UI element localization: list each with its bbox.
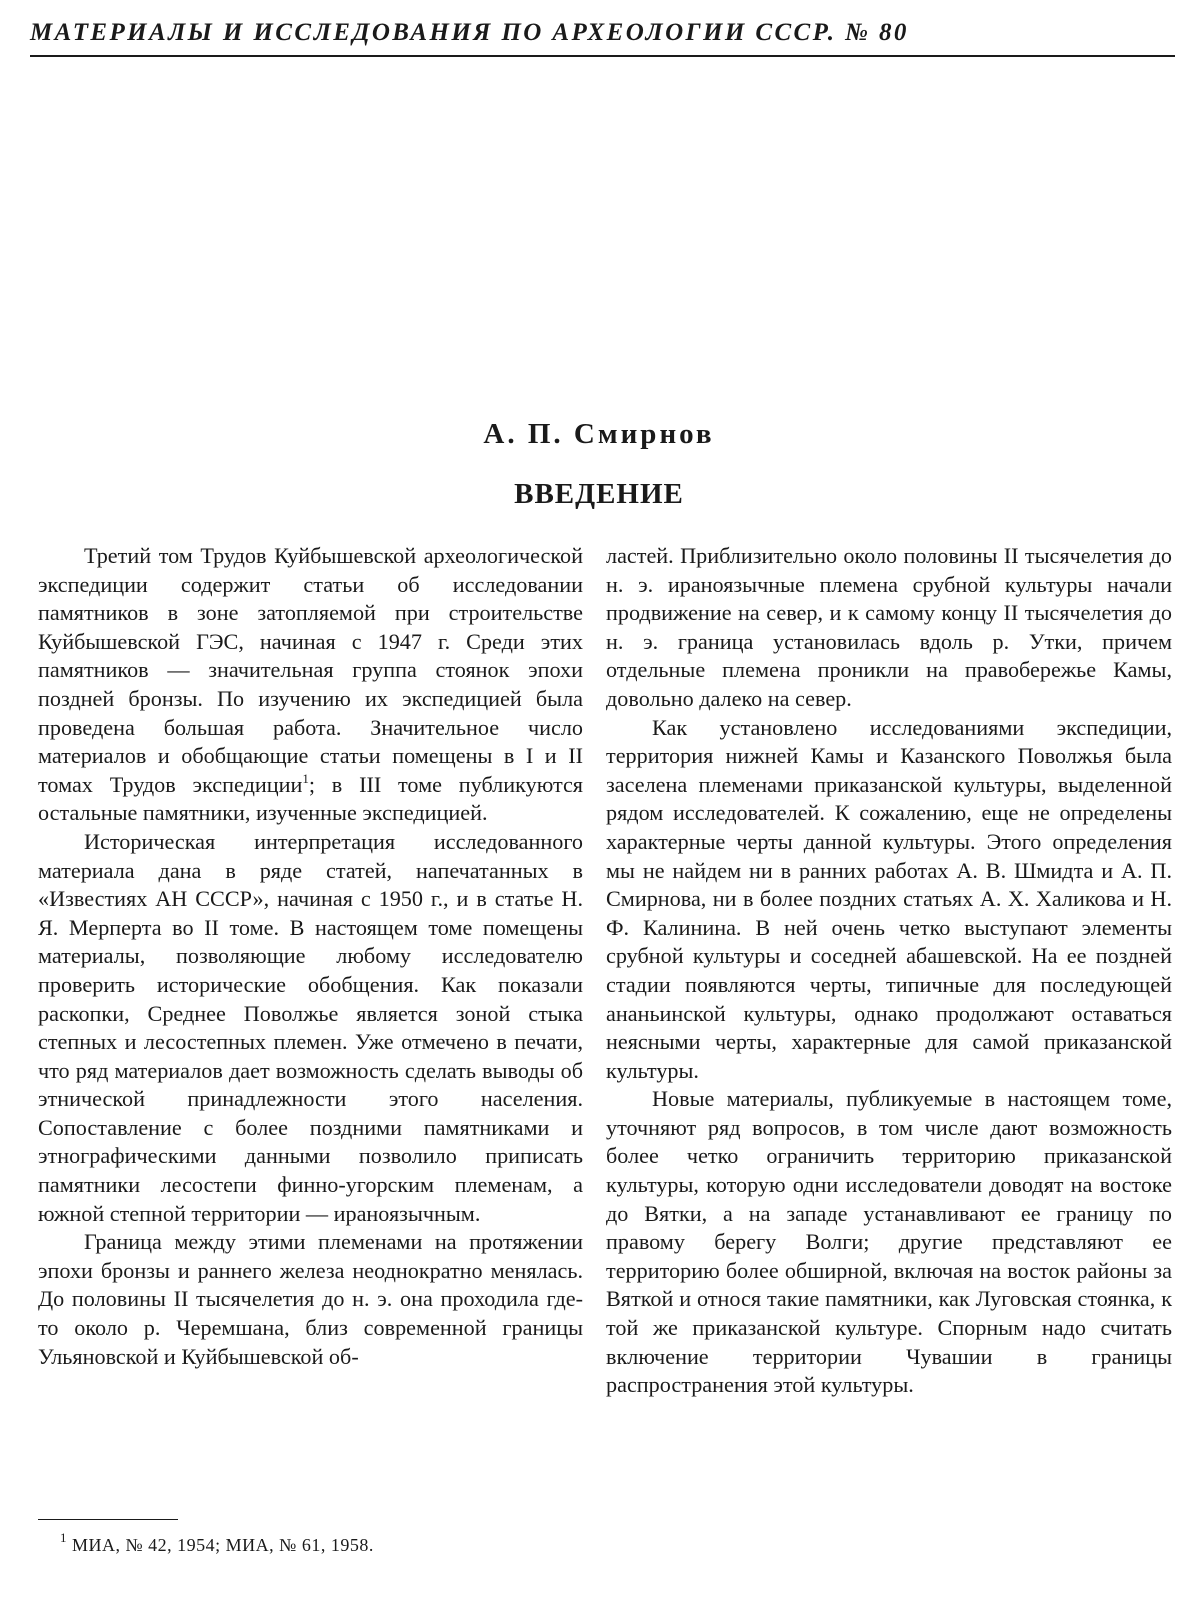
footnote-reference: 1 <box>302 770 309 786</box>
header-rule <box>30 55 1175 57</box>
footnote-rule <box>38 1519 178 1520</box>
article-author: А. П. Смирнов <box>483 418 715 450</box>
paragraph <box>38 542 583 828</box>
running-head: МАТЕРИАЛЫ И ИССЛЕДОВАНИЯ ПО АРХЕОЛОГИИ СССР. № 80 <box>30 19 909 46</box>
footnote <box>60 1530 374 1557</box>
paragraph-continued: ластей. Приблизительно около половины II тысячелетия до н. э. ираноязычные племена срубной культуры начали продвижение на север, и к самому концу II тысячелетия до н. э. граница установилась вдоль р. Утки, причем отдельные племена проникли на правобережье Камы, довольно далеко на север. <box>606 543 1172 711</box>
paragraph: Граница между этими племенами на протяжении эпохи бронзы и раннего железа неоднократно менялась. До половины II тысячелетия до н. э. она проходила где-то около р. Черемшана, близ современной границы Ульяновской и Куйбышевской об- <box>38 1229 583 1369</box>
text-column-left <box>38 542 583 1371</box>
paragraph: Новые материалы, публикуемые в настоящем томе, уточняют ряд вопросов, в том числе дают возможность более четко ограничить территорию приказанской культуры, которую одни исследователи доводят на востоке до Вятки, а на западе устанавливают ее границу по правому берегу Волги; другие представляют ее территорию более обширной, включая на восток районы за Вяткой и относя такие памятники, как Луговская стоянка, к той же приказанской культуре. Спорным надо считать включение территории Чувашии в границы распространения этой культуры. <box>606 1086 1172 1398</box>
paragraph-text: ; в III томе публикуются остальные памятники, изученные экспедицией. <box>38 771 583 826</box>
footnote-marker: 1 <box>60 1530 67 1545</box>
footnote-text: МИА, № 42, 1954; МИА, № 61, 1958. <box>72 1535 374 1555</box>
text-column-right <box>606 542 1172 1400</box>
paragraph: Как установлено исследованиями экспедиции, территория нижней Камы и Казанского Поволжья была заселена племенами приказанской культуры, выделенной рядом исследователей. К сожалению, еще не определены характерные черты данной культуры. Этого определения мы не найдем ни в ранних работах А. В. Шмидта и А. П. Смирнова, ни в более поздних статьях А. Х. Халикова и Н. Ф. Калинина. В ней очень четко выступают элементы срубной культуры и соседней абашевской. На ее поздней стадии появляются черты, типичные для последующей ананьинской культуры, однако продолжают оставаться неясными черты, характерные для самой приказанской культуры. <box>606 714 1172 1083</box>
article-title: ВВЕДЕНИЕ <box>514 478 684 510</box>
paragraph: Историческая интерпретация исследованного материала дана в ряде статей, напечатанных в «Известиях АН СССР», начиная с 1950 г., и в статье Н. Я. Мерперта во II томе. В настоящем томе помещены материалы, позволяющие любому исследователю проверить исторические обобщения. Как показали раскопки, Среднее Поволжье является зоной стыка степных и лесостепных племен. Уже отмечено в печати, что ряд материалов дает возможность сделать выводы об этнической принадлежности этого населения. Сопоставление с более поздними памятниками и этнографическими данными позволило приписать памятники лесостепи финно-угорским племенам, а южной степной территории — ираноязычным. <box>38 828 583 1226</box>
paragraph-text: Третий том Трудов Куйбышевской археологической экспедиции содержит статьи об исследовании памятников в зоне затопляемой при строительстве Куйбышевской ГЭС, начиная с 1947 г. Среди этих памятников — значительная группа стоянок эпохи поздней бронзы. По изучению их экспедицией была проведена большая работа. Значительное число материалов и обобщающие статьи помещены в I и II томах Трудов экспедиции <box>38 543 583 797</box>
